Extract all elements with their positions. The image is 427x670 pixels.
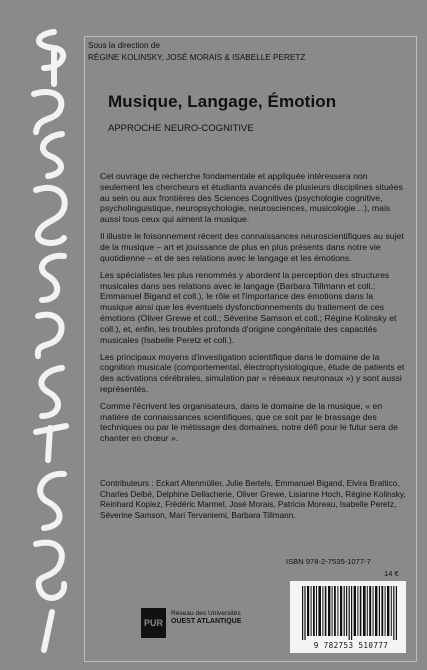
editors-intro: Sous la direction de [88, 41, 160, 50]
description-paragraph: Les principaux moyens d'investigation scientifique dans le domaine de la cognition musicale (comportemental, électrophysiologique, étude de patients et des activations cérébrales, simulation par « réseaux neuronaux ») y sont aussi représentés. [100, 351, 405, 394]
barcode-bars [302, 586, 400, 640]
publisher-logo: PUR [141, 608, 166, 638]
editors-names: RÉGINE KOLINSKY, JOSÉ MORAIS & ISABELLE PERETZ [88, 52, 306, 62]
book-subtitle: APPROCHE NEURO-COGNITIVE [108, 123, 254, 134]
description-paragraph: Cet ouvrage de recherche fondamentale et appliquée intéressera non seulement les chercheurs et étudiants avancés de plusieurs disciplines situées au sein ou aux frontières des Sciences Cognitives (psychologie cognitive, psycholinguistique, neuropsychologie, neurosciences, musicologie…), mais aussi tous ceux qui aiment la musique. [100, 171, 403, 225]
editors-block [88, 40, 305, 63]
description-paragraph: Comme l'écrivent les organisateurs, dans le domaine de la musique, « en matière de connaissances scientifiques, que ce soit par le brassage des techniques ou par le métissage des domaines, notre défi pour le futur sera de chanter en chœur ». [100, 400, 398, 444]
publisher-name [171, 610, 241, 626]
description-paragraph: Les spécialistes les plus renommés y abordent la perception des structures musicales dans ses relations avec le langage (Barbara Tillmann et coll.; Emmanuel Bigand et coll.), le rôle et l'importance des émotions dans la musique ainsi que les éventuels dysfonctionnements du traitement de ces émotions (Oliver Grewe et coll.; Séverine Samson et coll.; Régine Kolinsky et coll.), et, enfin, les troubles profonds d'origine congénitale des capacités musicales (Isabelle Peretz et coll.). [100, 269, 397, 345]
contributors-list: Contributeurs : Eckart Altenmüller, Julie Bertels, Emmanuel Bigand, Elvira Brattico, Charles Delbé, Delphine Dellacherie, Oliver Grewe, Lisianne Hoch, Régine Kolinsky, Reinhard Kopiez, Frédéric Marmel, José Morais, Patricia Moreau, Isabelle Peretz, Séverine Samson, Mari Tervaniemi, Barbara Tillmann. [100, 479, 406, 520]
description-paragraph: Il illustre le foisonnement récent des connaissances neuroscientifiques au sujet de la musique – art et jouissance de plus en plus présents dans notre vie quotidienne – et de ses relations avec le langage et les émotions. [100, 231, 404, 263]
price: 14 € [384, 569, 399, 578]
publisher-line1: Réseau des Universités [171, 610, 241, 617]
isbn: ISBN 978-2-7535-1077-7 [286, 557, 371, 566]
barcode-number: 9 782753 510777 [313, 641, 389, 650]
barcode [290, 581, 406, 653]
handwritten-psychologie-logo [14, 24, 78, 664]
description [100, 171, 406, 450]
publisher-line2: OUEST ATLANTIQUE [171, 618, 242, 625]
book-title: Musique, Langage, Émotion [108, 92, 337, 111]
